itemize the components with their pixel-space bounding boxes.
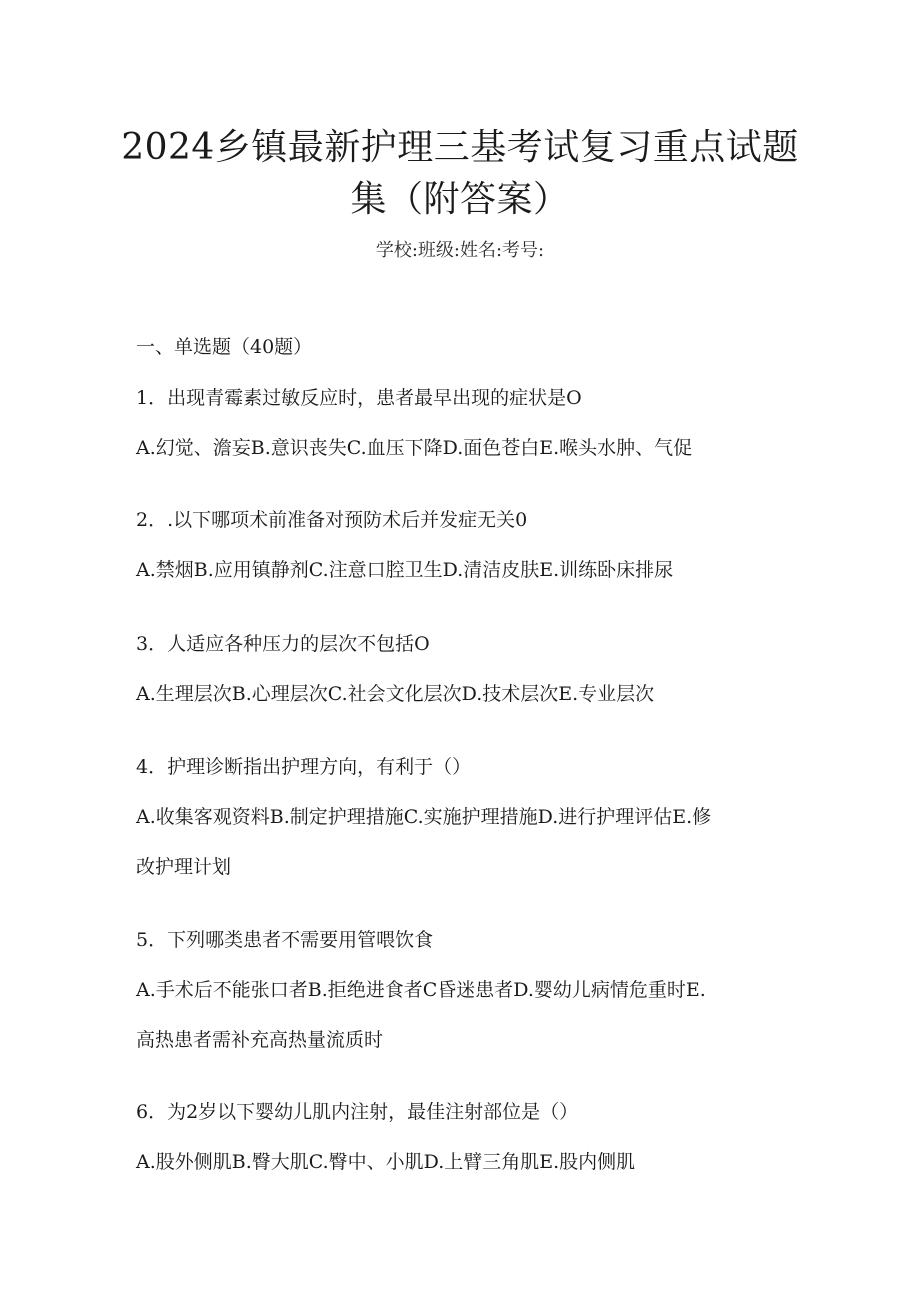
- question-5-options-line-2: 高热患者需补充高热量流质时: [136, 1029, 384, 1051]
- question-6-stem: 6．为2岁以下婴幼儿肌内注射，最佳注射部位是（）: [136, 1101, 579, 1123]
- question-1-stem: 1．出现青霉素过敏反应时，患者最早出现的症状是O: [136, 387, 582, 409]
- question-5-options-line-1: A.手术后不能张口者B.拒绝进食者C昏迷患者D.婴幼儿病情危重时E.: [136, 979, 706, 1001]
- question-4-stem: 4．护理诊断指出护理方向，有利于（）: [136, 756, 472, 778]
- question-4-options-line-2: 改护理计划: [136, 856, 232, 878]
- question-2-options: A.禁烟B.应用镇静剂C.注意口腔卫生D.清洁皮肤E.训练卧床排尿: [136, 559, 674, 581]
- question-2-stem: 2．.以下哪项术前准备对预防术后并发症无关0: [136, 509, 528, 531]
- document-title-line-1: 2024乡镇最新护理三基考试复习重点试题: [121, 127, 799, 168]
- question-6-options: A.股外侧肌B.臀大肌C.臀中、小肌D.上臂三角肌E.股内侧肌: [136, 1151, 636, 1173]
- section-heading: 一、单选题（40题）: [136, 336, 313, 358]
- question-5-stem: 5．下列哪类患者不需要用管喂饮食: [136, 929, 434, 951]
- question-4-options-line-1: A.收集客观资料B.制定护理措施C.实施护理措施D.进行护理评估E.修: [136, 806, 712, 828]
- question-1-options: A.幻觉、澹妄B.意识丧失C.血压下降D.面色苍白E.喉头水肿、气促: [136, 437, 693, 459]
- question-3-stem: 3．人适应各种压力的层次不包括O: [136, 633, 430, 655]
- question-3-options: A.生理层次B.心理层次C.社会文化层次D.技术层次E.专业层次: [136, 683, 655, 705]
- student-info-line: 学校:班级:姓名:考号:: [375, 240, 545, 261]
- document-title-line-2: 集（附答案）: [350, 179, 570, 220]
